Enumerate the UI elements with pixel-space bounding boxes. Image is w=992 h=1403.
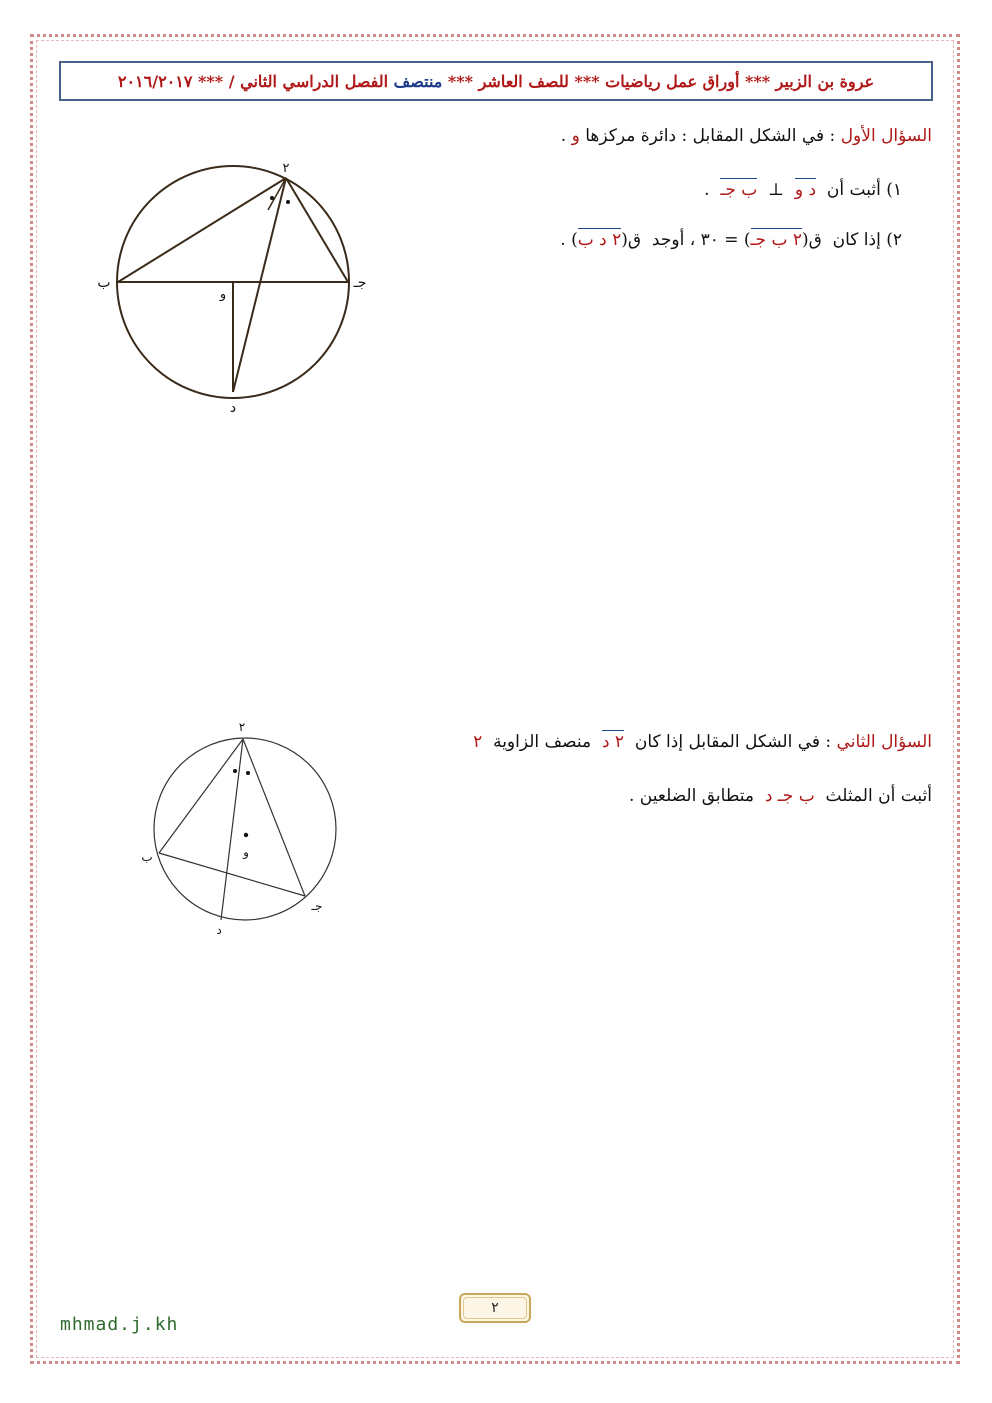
question2-triangle: ب جـ د: [764, 786, 815, 806]
question2-title: السؤال الثاني: [836, 732, 932, 752]
question2-line2: [629, 786, 932, 806]
item1-prefix: ١) أثبت أن: [826, 180, 902, 200]
figure1-segment-ac: [286, 178, 348, 282]
header-school: عروة بن الزبير ***: [744, 71, 875, 91]
question1-intro: : في الشكل المقابل : دائرة مركزها: [585, 126, 836, 146]
worksheet-header: [59, 61, 933, 101]
header-grade: للصف العاشر ***: [447, 71, 569, 91]
figure2-center-dot: [244, 833, 248, 837]
figure1-angle-mark1: [270, 196, 274, 200]
figure2-circle: [154, 738, 336, 920]
question2-segment-ad: ٢ د: [601, 732, 625, 752]
figure1-label-d: د: [229, 400, 237, 416]
item2-measure1: ق(: [802, 230, 822, 250]
question2-line2-prefix: أثبت أن المثلث: [825, 786, 932, 806]
header-semester: الفصل الدراسي الثاني / ***: [198, 71, 389, 91]
item2-end: ) .: [560, 230, 578, 250]
item2-arc2: ٢ د ب: [577, 230, 622, 250]
figure1-circle-diagram: [90, 150, 380, 420]
question2-line2-rest: متطابق الضلعين .: [628, 786, 755, 806]
figure1-label-o: و: [219, 287, 227, 302]
figure1-label-b: ب: [97, 275, 111, 291]
author-signature: mhmad.j.kh: [60, 1314, 179, 1335]
question1-title: السؤال الأول: [840, 126, 932, 146]
figure2-label-b: ب: [141, 850, 153, 864]
figure1-label-a: ٢: [282, 161, 290, 176]
item1-end: .: [704, 180, 710, 200]
figure2-label-d: د: [216, 923, 222, 937]
item2-mid: ) = ٣٠ ، أوجد: [651, 230, 751, 250]
figure2-label-a: ٢: [238, 720, 246, 734]
question1-item1: [704, 180, 902, 200]
figure2-segment-ac: [243, 739, 305, 896]
figure2-segment-bc: [159, 853, 305, 896]
item2-prefix: ٢) إذا كان: [832, 230, 902, 250]
page-number: ٢: [491, 1300, 499, 1316]
item1-segment-do: د و: [794, 180, 817, 200]
figure1-segment-ad: [233, 178, 286, 392]
figure1-segment-ab: [118, 178, 286, 282]
header-midterm: منتصف: [393, 71, 443, 91]
item2-measure2: ق(: [621, 230, 642, 250]
question1-line1: [561, 126, 932, 146]
figure2-label-o: و: [243, 845, 249, 859]
figure1-label-c: جـ: [353, 275, 367, 291]
item1-segment-bc: ب جـ: [720, 180, 758, 200]
figure2-angle-mark2: [246, 771, 250, 775]
figure2-segment-bd: [159, 853, 221, 920]
header-subject: أوراق عمل رياضيات ***: [574, 71, 740, 91]
question1-item2: [560, 230, 902, 250]
item2-arc1: ٢ ب جـ: [750, 230, 802, 250]
header-year: ٢٠١٦/٢٠١٧: [117, 71, 193, 91]
figure2-label-c: جـ: [311, 899, 323, 913]
figure2-segment-ad: [221, 739, 243, 920]
question2-angle: ٢: [473, 732, 483, 752]
question2-rest: منصف الزاوية: [493, 732, 592, 752]
question2-line1: [473, 732, 932, 752]
perpendicular-symbol: ⊥: [768, 180, 785, 200]
question1-end: .: [560, 126, 567, 146]
question1-center: و: [571, 126, 580, 146]
figure1-angle-mark2: [286, 200, 290, 204]
figure2-circle-diagram: [135, 715, 355, 940]
question2-intro: : في الشكل المقابل إذا كان: [634, 732, 832, 752]
figure2-segment-ab: [159, 739, 243, 853]
page-number-box: [459, 1293, 531, 1323]
figure2-angle-mark1: [233, 769, 237, 773]
